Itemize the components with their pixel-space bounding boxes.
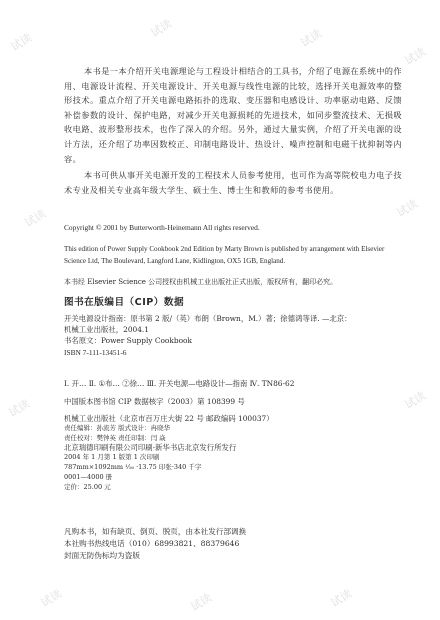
cip-record <box>64 313 404 358</box>
price: 定价：25.00 元 <box>64 482 111 491</box>
watermark: 试读 <box>328 587 355 610</box>
edition-statement: This edition of Power Supply Cookbook 2nd Edition by Marty Brown is published by arrangement with Elsevier Science Ltd, The Boulevard, Langford Lane, Kidlington, OX5 1GB, England. <box>64 245 385 265</box>
printer-line: 北京瑞德印刷有限公司印刷·新华书店北京发行所发行 <box>64 443 237 453</box>
editor-line: 责任编辑：孙流芳 版式设计：冉晓华 <box>64 423 171 432</box>
cip-data-number: 中国版本图书馆 CIP 数据核字（2003）第 108399 号 <box>64 397 245 406</box>
intro-paragraph: 本书是一本介绍开关电源理论与工程设计相结合的工具书，介绍了电源在系统中的作用、电源设计流程、开关电源设计、开关电源与线性电源的比较，选择开关电源效率的整形技术。重点介绍了开关电源电路拓扑的选取、变压器和电感设计、功率驱动电路、反馈补偿参数的设计、保护电路，对减少开关电源损耗的先进技术，如同步整流技术、无损吸收电路、波形整形技术，也作了深入的介绍。另外，通过大量实例，介绍了开关电源的设计方法，还介绍了功率因数校正、印制电路设计、热设计、噪声控制和电磁干扰抑制等内容。 <box>64 66 402 164</box>
watermark: 试读 <box>394 197 421 220</box>
publisher-name: 机械工业出版社（北京市百万庄大街 22 号 邮政编码 100037） <box>64 414 274 423</box>
purchase-notice <box>64 526 404 562</box>
watermark: 试读 <box>6 397 33 420</box>
watermark: 试读 <box>298 27 325 50</box>
cip-isbn: ISBN 7-111-13451-6 <box>64 347 127 357</box>
watermark: 试读 <box>402 45 429 68</box>
publisher-imprint <box>64 414 404 492</box>
watermark: 试读 <box>188 591 215 614</box>
edition-line: 2004 年 1 月第 1 版第 1 次印刷 <box>64 453 160 462</box>
book-introduction <box>64 64 402 197</box>
notice-line: 封面无防伪标均为盗版 <box>64 551 140 560</box>
watermark: 试读 <box>8 31 35 54</box>
watermark: 试读 <box>148 17 175 40</box>
proofreader-line: 责任校对：樊钟英 责任印制：闫 焱 <box>64 433 166 442</box>
notice-line: 本社购书热线电话（010）68993821、88379646 <box>64 539 240 548</box>
cip-classification: Ⅰ. 开… Ⅱ. ①布… ②徐… Ⅲ. 开关电源—电路设计—指南 Ⅳ. TN86-62 <box>64 379 295 388</box>
rights-statement: 本书经 Elsevier Science 公司授权由机械工业出版社正式出版，版权所有，翻印必究。 <box>64 278 338 286</box>
cip-original-title: 书名原文：Power Supply Cookbook <box>64 336 192 346</box>
cip-heading: 图书在版编目（CIP）数据 <box>64 297 185 308</box>
notice-line: 凡购本书，如有缺页、倒页、脱页，由本社发行部调换 <box>64 527 247 536</box>
copyright-notice: Copyright © 2001 by Butterworth-Heinemann All rights reserved. <box>64 223 260 232</box>
intro-paragraph: 本书可供从事开关电源开发的工程技术人员参考使用，也可作为高等院校电力电子技术专业及相关专业高年级大学生、硕士生、博士生和教师的参考书使用。 <box>64 170 402 195</box>
watermark: 试读 <box>22 207 49 230</box>
cip-title-line: 开关电源设计指南：原书第 2 版/（英）布朗（Brown，M.）著；徐德鸿等译. —北京： <box>64 314 352 323</box>
cip-publisher-line: 机械工业出版社，2004.1 <box>64 325 149 335</box>
watermark: 试读 <box>402 389 429 412</box>
watermark: 试读 <box>38 587 65 610</box>
print-run: 0001—4000 册 <box>64 472 113 481</box>
format-line: 787mm×1092mm ¹⁄₁₆ ·13.75 印张·340 千字 <box>64 462 202 471</box>
